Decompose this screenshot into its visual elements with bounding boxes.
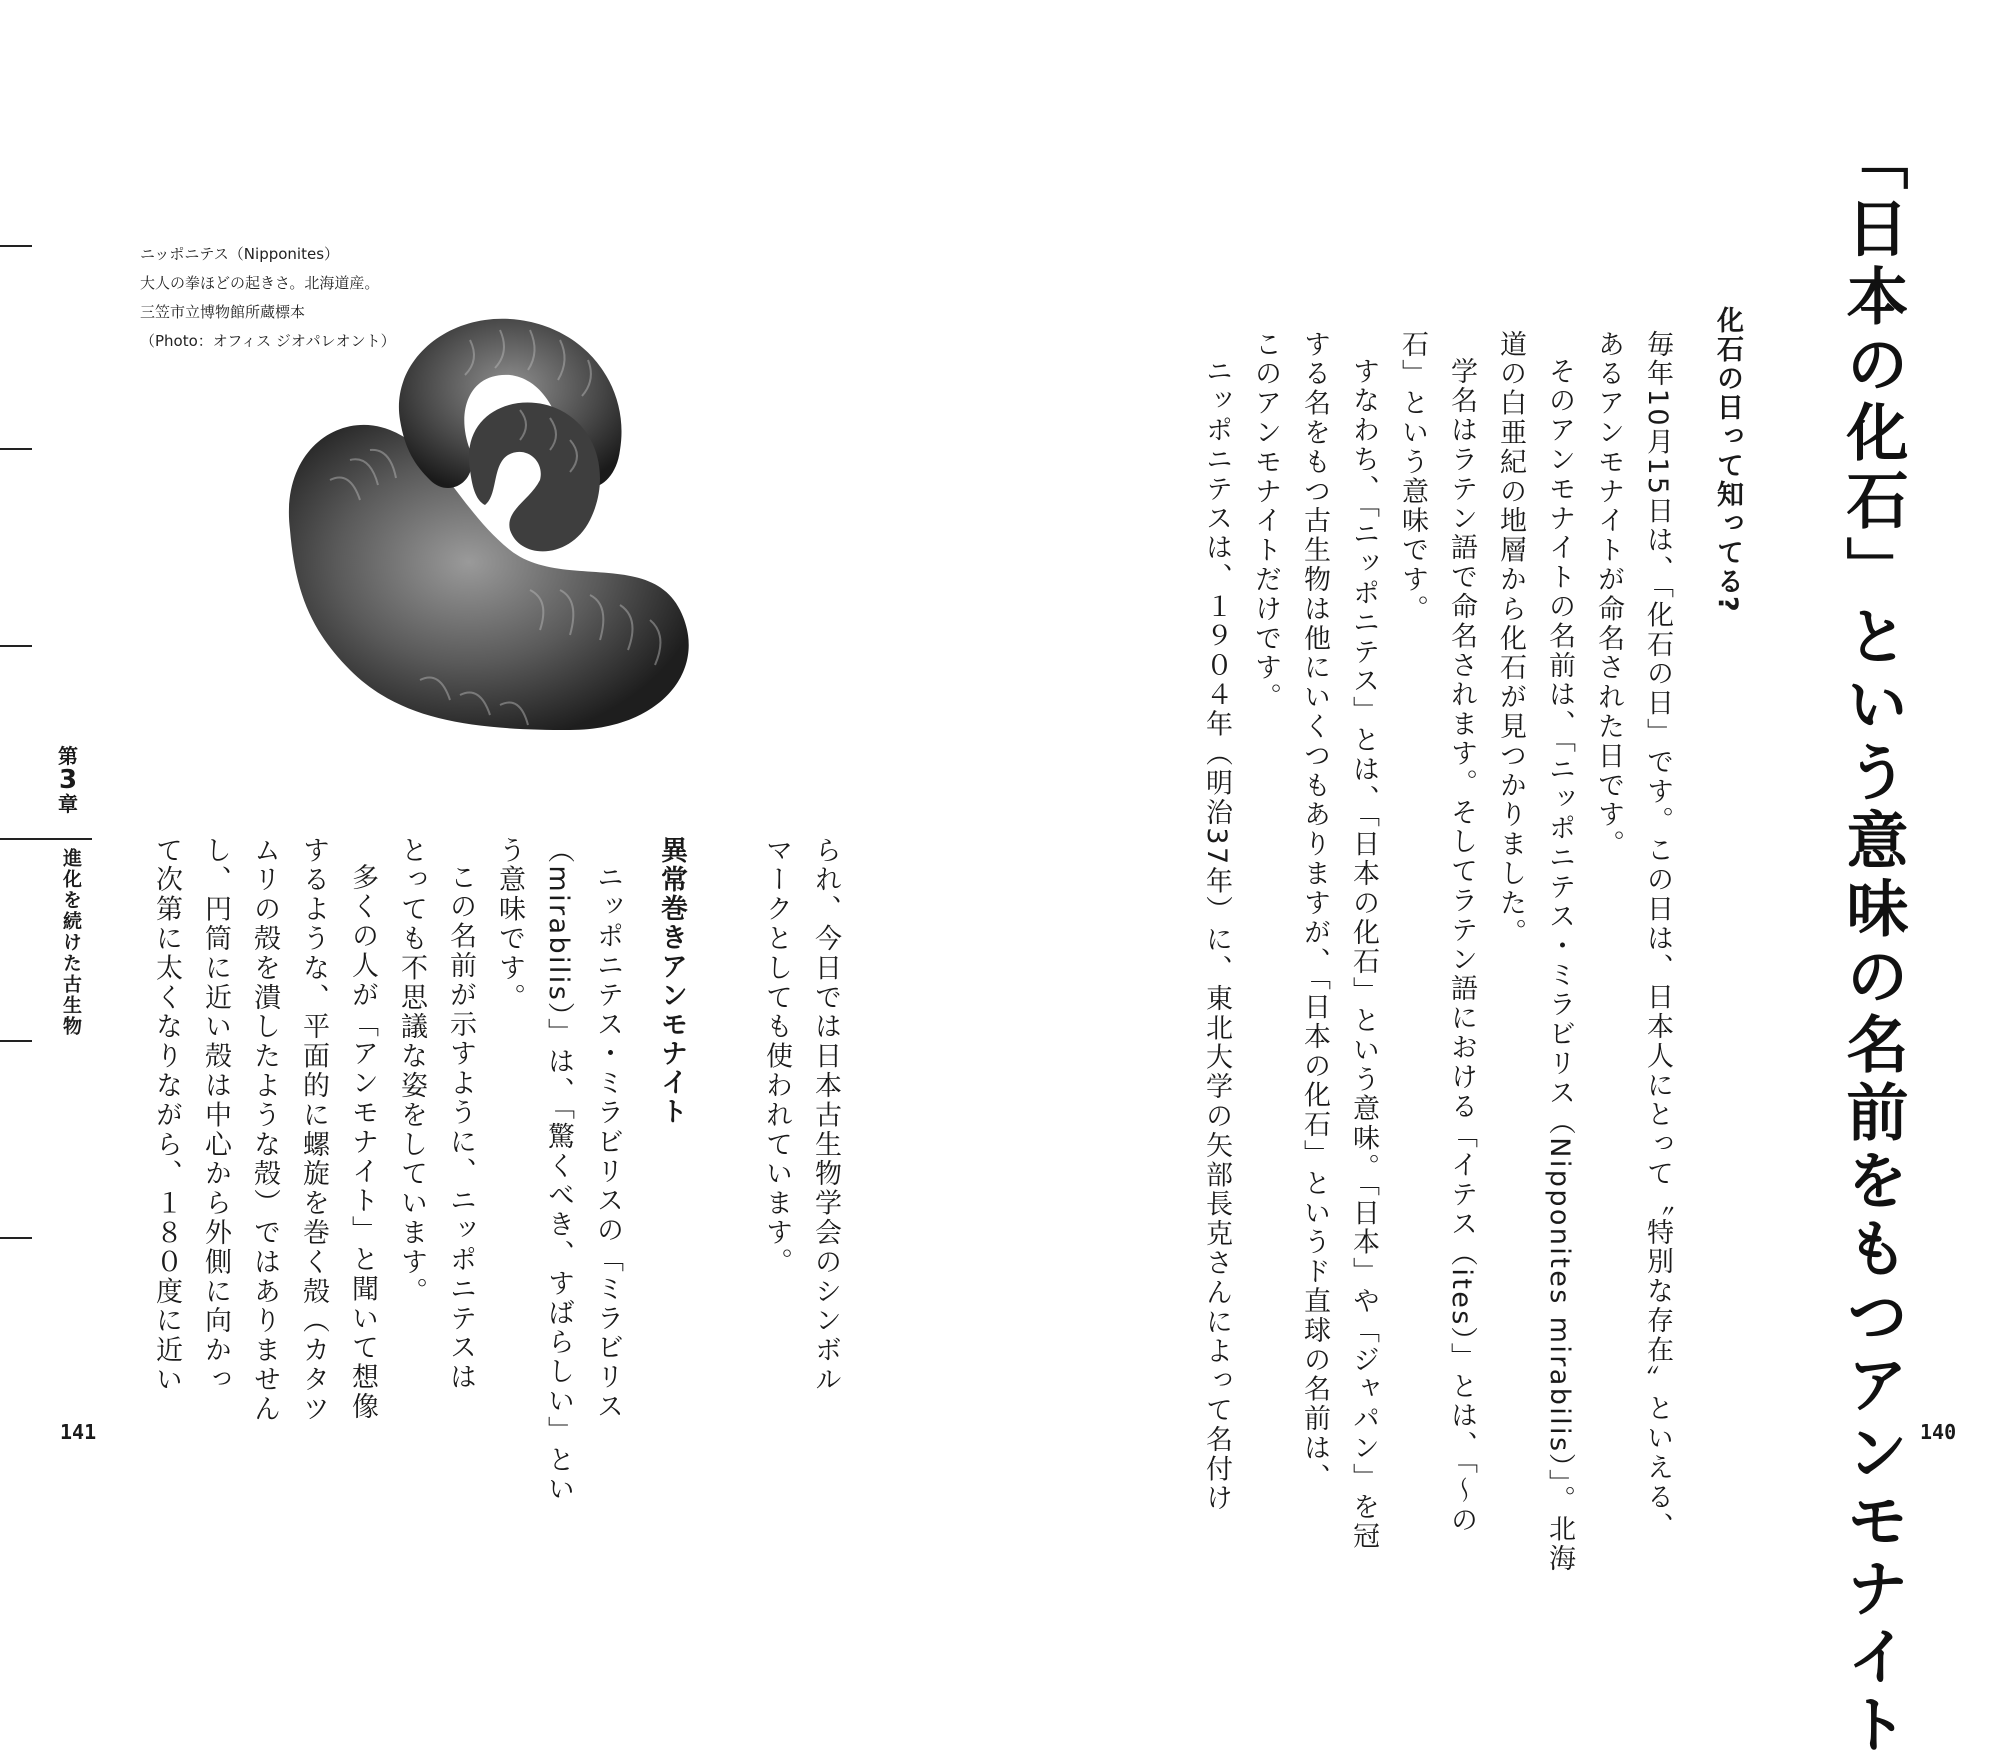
text-line: マークとしても使われています。 bbox=[761, 836, 792, 1277]
margin-tick bbox=[0, 245, 32, 247]
text-line: ムリの殻を潰したような殻）ではありません bbox=[249, 836, 280, 1424]
section-heading-abnormal-ammonite: 異常巻きアンモナイト bbox=[656, 836, 687, 1126]
text-line: 毎年10月15日は、「化石の日」です。この日は、日本人にとって〝特別な存在〟といえる、 bbox=[1642, 330, 1673, 1542]
text-line: ニッポニテスは、１９０４年（明治37年）に、東北大学の矢部長克さんによって名付け bbox=[1201, 357, 1232, 1514]
left-body-text-top bbox=[752, 836, 850, 1395]
page-number-left: 141 bbox=[60, 1420, 97, 1444]
text-line: するような、平面的に螺旋を巻く殻（カタツ bbox=[298, 836, 329, 1424]
text-line: 道の白亜紀の地層から化石が見つかりました。 bbox=[1495, 330, 1526, 948]
margin-tick bbox=[0, 645, 32, 647]
text-line: そのアンモナイトの名前は、「ニッポニテス・ミラビリス（Nipponites mirabilis）」。北海 bbox=[1544, 357, 1575, 1574]
caption-line: （Photo：オフィス ジオパレオント） bbox=[140, 332, 396, 350]
caption-line: ニッポニテス（Nipponites） bbox=[140, 245, 340, 263]
caption-line: 大人の拳ほどの起きさ。北海道産。 bbox=[140, 274, 380, 292]
text-line: （mirabilis）」は、「驚くべき、すばらしい」とい bbox=[543, 836, 574, 1505]
text-line: この名前が示すように、ニッポニテスは bbox=[445, 863, 476, 1393]
text-line: とっても不思議な姿をしています。 bbox=[396, 836, 427, 1307]
margin-tick bbox=[0, 1040, 32, 1042]
ammonite-fossil-icon bbox=[270, 300, 720, 760]
chapter-divider bbox=[0, 838, 92, 840]
chapter-title: 進化を続けた古生物 bbox=[60, 848, 82, 1037]
left-body-text bbox=[142, 836, 632, 1504]
page-number-right: 140 bbox=[1920, 1420, 1957, 1444]
text-line: 学名はラテン語で命名されます。そしてラテン語における「イテス（ites）」とは、「〜の bbox=[1446, 357, 1477, 1535]
text-line: られ、今日では日本古生物学会のシンボル bbox=[810, 836, 841, 1395]
text-line: すなわち、「ニッポニテス」とは、「日本の化石」という意味。「日本」や「ジャパン」を冠 bbox=[1348, 357, 1379, 1552]
text-line: て次第に太くなりながら、１８０度に近い bbox=[151, 836, 182, 1395]
text-line: う意味です。 bbox=[494, 836, 525, 1013]
right-body-text bbox=[1192, 330, 1682, 1574]
margin-tick bbox=[0, 448, 32, 450]
margin-tick bbox=[0, 1237, 32, 1239]
text-line: し、円筒に近い殻は中心から外側に向かっ bbox=[200, 836, 231, 1395]
text-line: 多くの人が「アンモナイト」と聞いて想像 bbox=[347, 863, 378, 1422]
text-line: このアンモナイトだけです。 bbox=[1250, 330, 1281, 713]
text-line: あるアンモナイトが命名された日です。 bbox=[1593, 330, 1624, 860]
section-heading-fossil-day: 化石の日って知ってる? bbox=[1712, 306, 1743, 614]
text-line: する名をもつ古生物は他にいくつもありますが、「日本の化石」というド直球の名前は、 bbox=[1299, 330, 1330, 1493]
chapter-number: 第 3 章 bbox=[58, 744, 78, 816]
text-line: ニッポニテス・ミラビリスの「ミラビリス bbox=[592, 863, 623, 1422]
page-title: 「日本の化石」という意味の名前をもつアンモナイト bbox=[1836, 128, 1909, 1760]
text-line: 石」という意味です。 bbox=[1397, 330, 1428, 624]
caption-line: 三笠市立博物館所蔵標本 bbox=[140, 303, 306, 321]
